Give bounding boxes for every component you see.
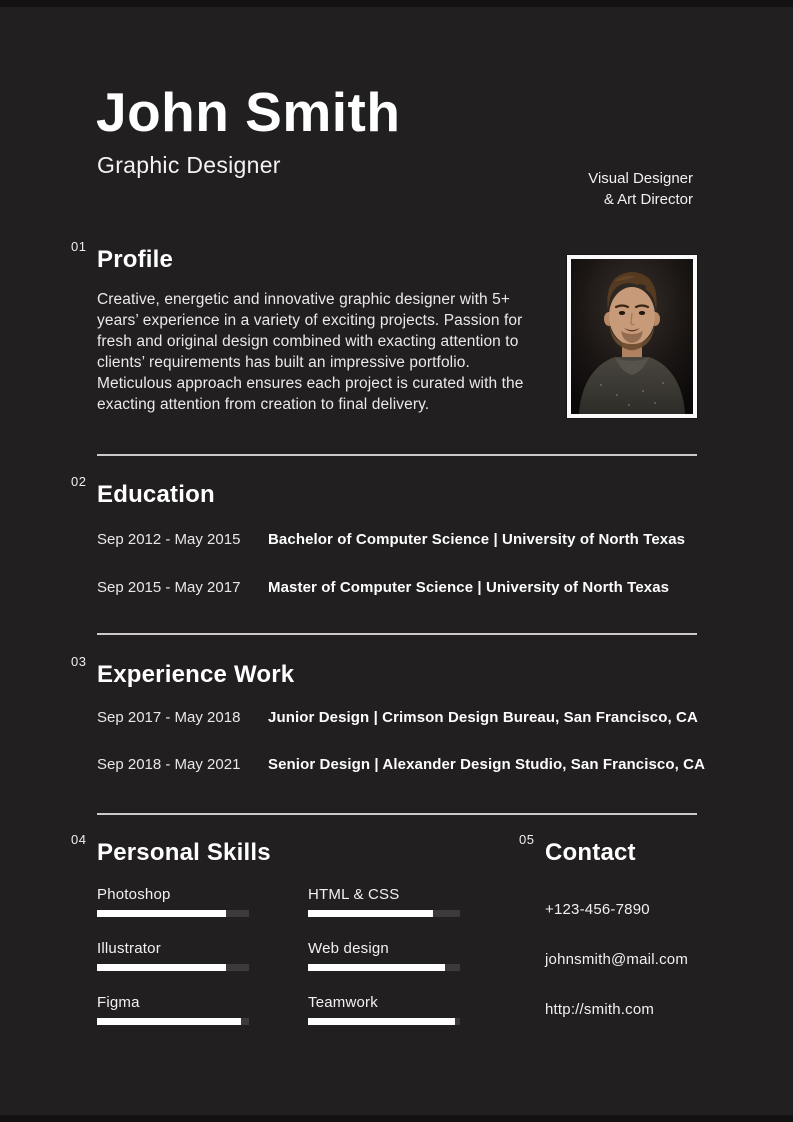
skill-bar-fill <box>97 964 226 971</box>
skill-label: HTML & CSS <box>308 886 400 903</box>
skill-bar <box>308 1018 460 1025</box>
experience-row-detail: Senior Design | Alexander Design Studio, San Francisco, CA <box>268 756 706 773</box>
skill-item <box>308 940 468 971</box>
contact-section-heading <box>519 832 636 867</box>
contact-email: johnsmith@mail.com <box>545 951 689 968</box>
skill-item <box>308 886 468 917</box>
profile-heading-label: Profile <box>97 246 174 273</box>
education-row-detail: Bachelor of Computer Science | University of North Texas <box>268 531 686 548</box>
skill-bar-fill <box>308 1018 455 1025</box>
education-row <box>97 578 707 597</box>
contact-website: http://smith.com <box>545 1001 655 1018</box>
person-title: Graphic Designer <box>97 152 281 178</box>
education-section-number: 02 <box>71 474 87 489</box>
skills-section-number: 04 <box>71 832 87 847</box>
experience-row-dates: Sep 2017 - May 2018 <box>97 709 241 726</box>
portrait-illustration <box>571 259 693 414</box>
profile-section-heading <box>71 239 174 274</box>
experience-row <box>97 708 707 727</box>
skill-label: Teamwork <box>308 994 378 1011</box>
contact-heading-label: Contact <box>545 839 636 866</box>
skill-label: Figma <box>97 994 140 1011</box>
experience-row <box>97 755 707 774</box>
experience-heading-label: Experience Work <box>97 661 295 688</box>
skill-bar <box>97 910 249 917</box>
experience-section-heading <box>71 654 295 689</box>
education-row-detail: Master of Computer Science | University of North Texas <box>268 579 670 596</box>
skill-label: Web design <box>308 940 389 957</box>
experience-row-dates: Sep 2018 - May 2021 <box>97 756 241 773</box>
skill-item <box>97 886 257 917</box>
portrait-photo <box>567 255 697 418</box>
contact-phone: +123-456-7890 <box>545 901 650 918</box>
contact-section-number: 05 <box>519 832 535 847</box>
education-section-heading <box>71 474 215 509</box>
divider <box>97 813 697 815</box>
contact-list <box>545 901 688 1019</box>
experience-row-detail: Junior Design | Crimson Design Bureau, San Francisco, CA <box>268 709 698 726</box>
skill-item <box>308 994 468 1025</box>
education-row <box>97 530 707 549</box>
tagline-line-1: Visual Designer <box>588 170 693 187</box>
skill-bar-fill <box>97 1018 241 1025</box>
profile-section-number: 01 <box>71 239 87 254</box>
skill-bar <box>308 910 460 917</box>
tagline-line-2: & Art Director <box>603 191 693 208</box>
skill-label: Photoshop <box>97 886 171 903</box>
divider <box>97 454 697 456</box>
skills-section-heading <box>71 832 271 867</box>
education-row-dates: Sep 2015 - May 2017 <box>97 579 241 596</box>
skill-bar-fill <box>308 910 433 917</box>
education-row-dates: Sep 2012 - May 2015 <box>97 531 241 548</box>
skill-item <box>97 940 257 971</box>
person-name: John Smith <box>96 81 401 143</box>
divider <box>97 633 697 635</box>
skill-bar-fill <box>97 910 226 917</box>
skill-bar <box>97 964 249 971</box>
top-edge-strip <box>0 0 793 7</box>
skill-bar <box>308 964 460 971</box>
experience-section-number: 03 <box>71 654 87 669</box>
education-heading-label: Education <box>97 481 215 508</box>
skill-label: Illustrator <box>97 940 161 957</box>
skills-right-column <box>308 886 468 1048</box>
skill-bar <box>97 1018 249 1025</box>
skills-heading-label: Personal Skills <box>97 839 271 866</box>
skills-left-column <box>97 886 257 1048</box>
skill-item <box>97 994 257 1025</box>
skill-bar-fill <box>308 964 445 971</box>
bottom-edge-strip <box>0 1115 793 1122</box>
person-tagline <box>588 168 693 210</box>
profile-body-text: Creative, energetic and innovative graphic designer with 5+ years’ experience in a variety of exciting projects. Passion for fresh and original design combined with exacting attention to clients’ requirements has built an impressive portfolio. Meticulous approach ensures each project is curated with the exacting attention from creation to final delivery. <box>97 291 524 413</box>
